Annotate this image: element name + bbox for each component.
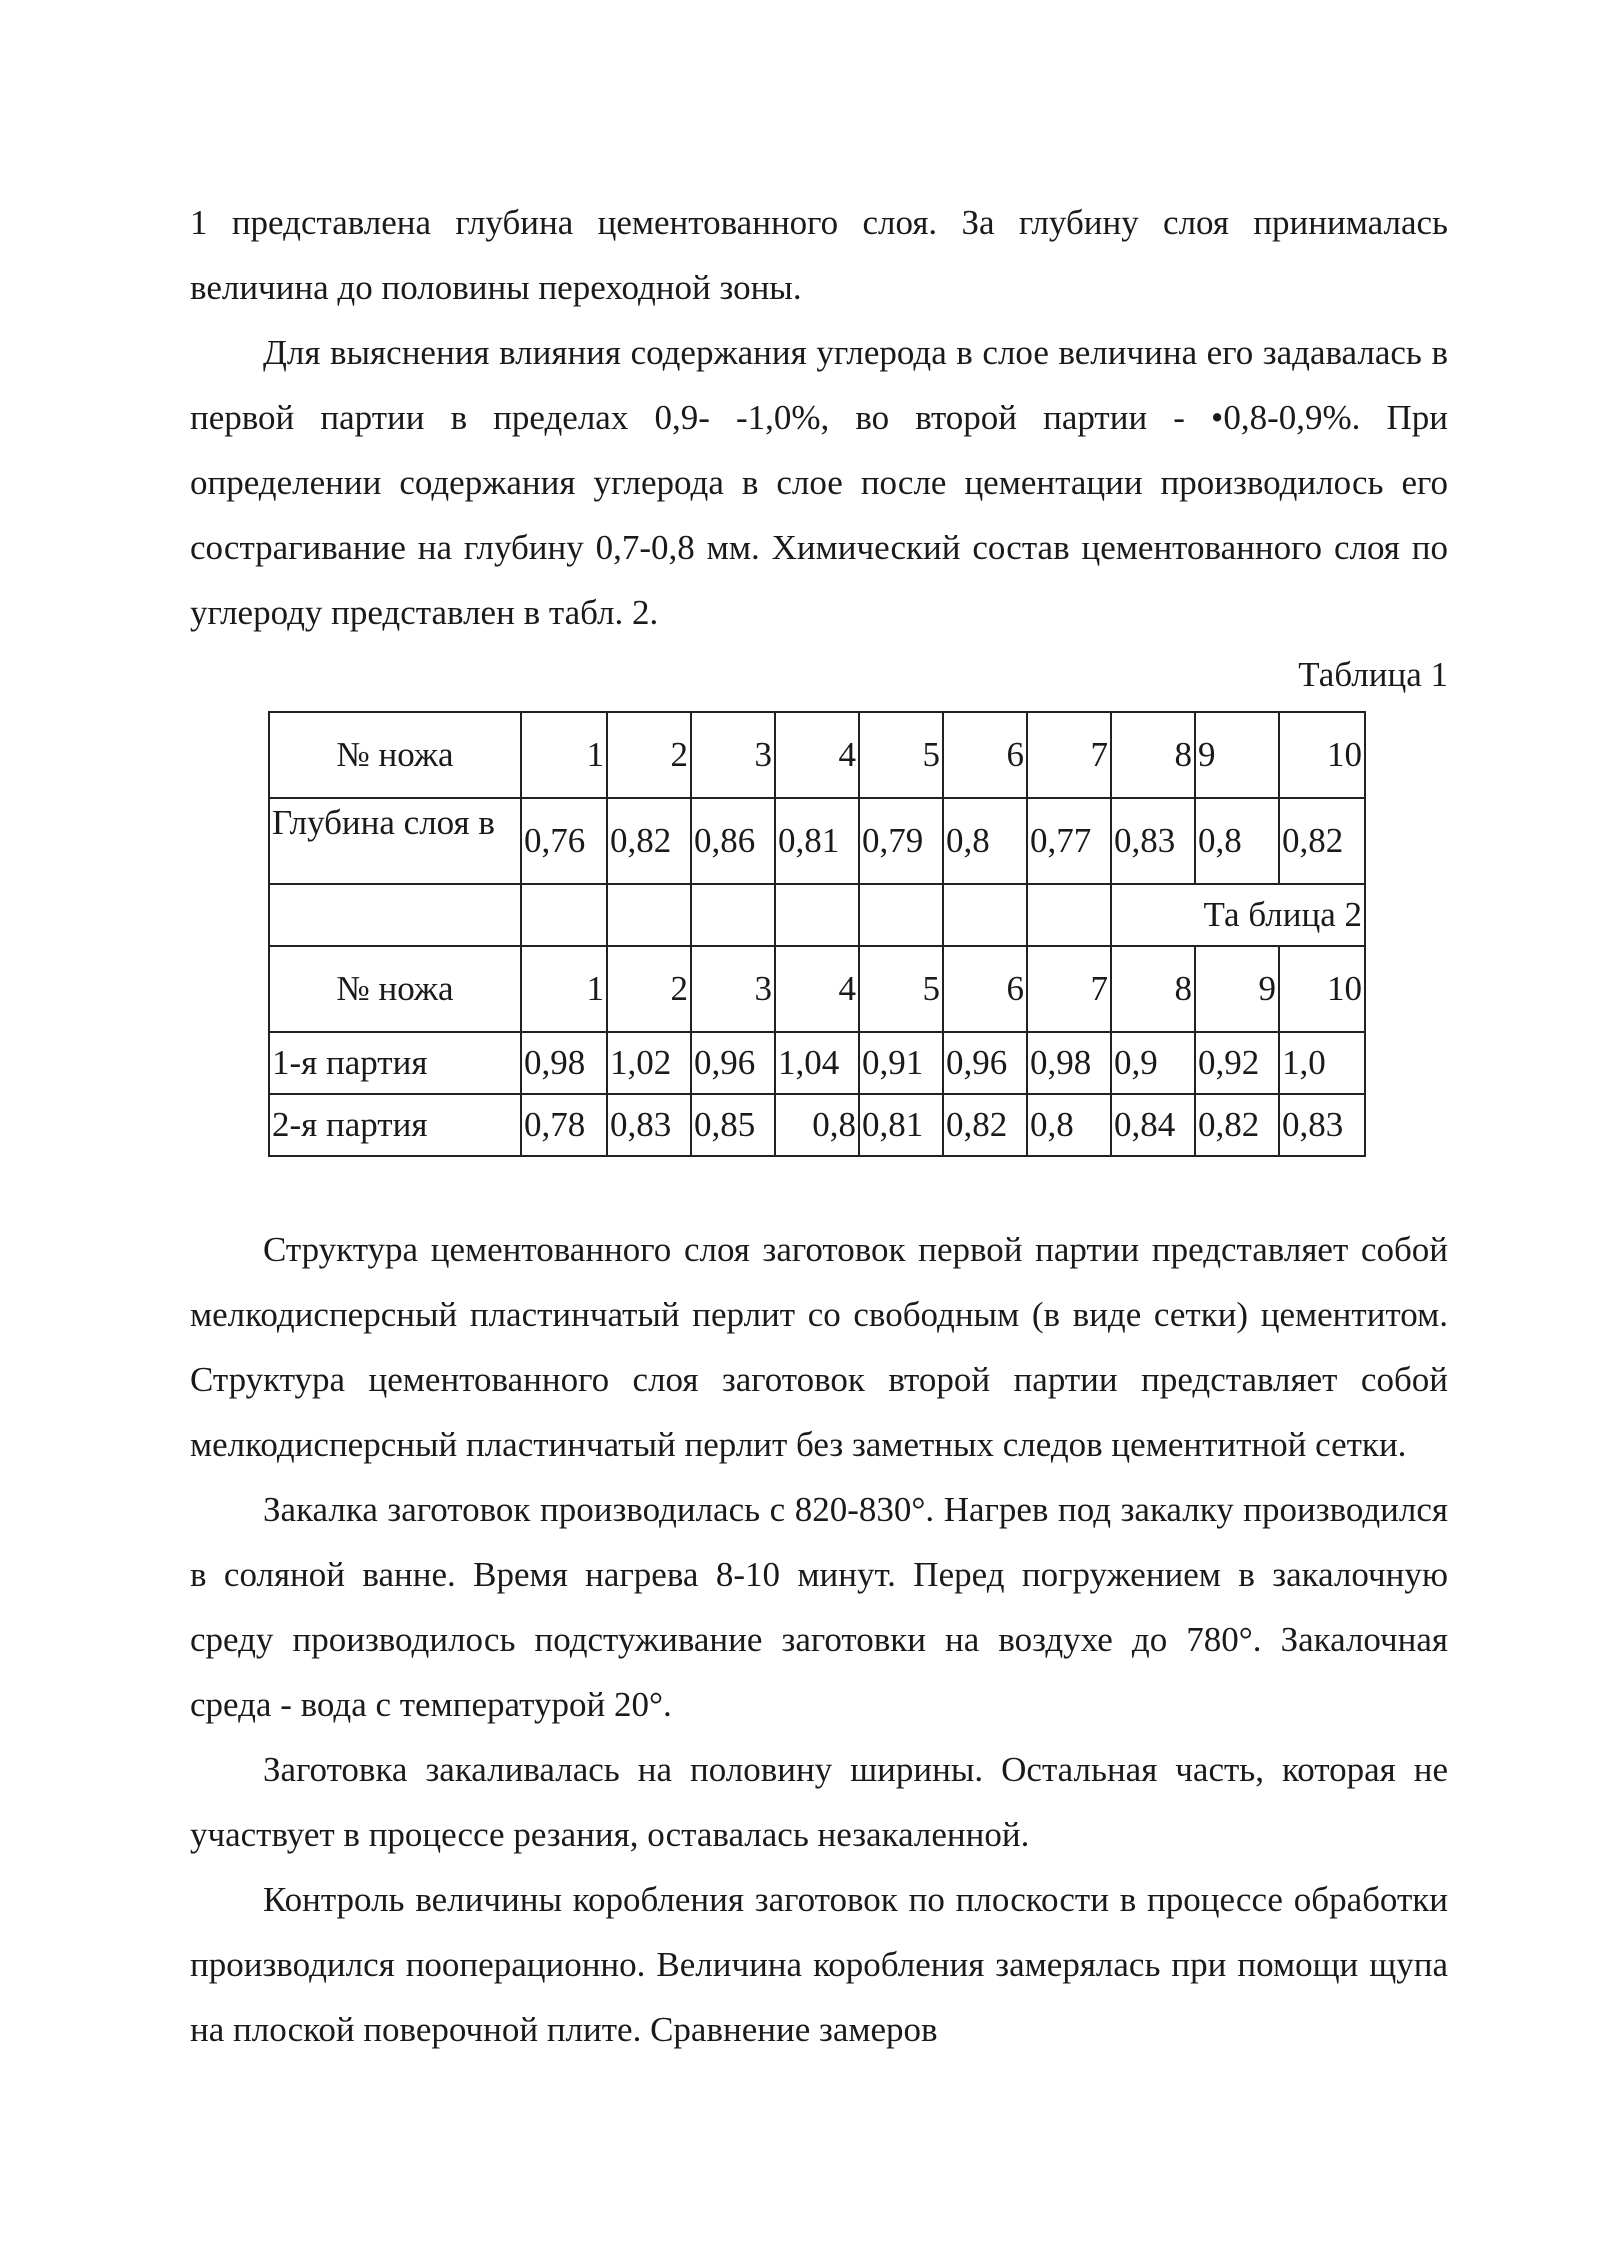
table-1-depth-value: 0,82 — [607, 798, 691, 884]
table-1-number: 6 — [943, 712, 1027, 798]
table-2-number: 2 — [607, 946, 691, 1032]
table-1-number: 9 — [1195, 712, 1279, 798]
spacer — [190, 1157, 1448, 1217]
table-1-number: 4 — [775, 712, 859, 798]
table-2-number: 9 — [1195, 946, 1279, 1032]
table-1-depth-value: 0,77 — [1027, 798, 1111, 884]
table-2-row-batch-2 — [269, 1094, 1365, 1156]
table-2-cell: 0,8 — [1027, 1094, 1111, 1156]
table-1-depth-value: 0,79 — [859, 798, 943, 884]
table-2-cell: 0,98 — [521, 1032, 607, 1094]
table-1-depth-value: 0,76 — [521, 798, 607, 884]
table-1-depth-value: 0,86 — [691, 798, 775, 884]
table-2-cell: 1,02 — [607, 1032, 691, 1094]
table-2-number: 8 — [1111, 946, 1195, 1032]
table-1-depth-value: 0,8 — [1195, 798, 1279, 884]
table-2-cell: 0,9 — [1111, 1032, 1195, 1094]
table-2-number: 1 — [521, 946, 607, 1032]
table-2-cell: 0,92 — [1195, 1032, 1279, 1094]
table-2-cell: 0,85 — [691, 1094, 775, 1156]
table-2-cell: 0,96 — [691, 1032, 775, 1094]
table-2-cell: 0,83 — [1279, 1094, 1365, 1156]
table-2-number: 7 — [1027, 946, 1111, 1032]
table-2-cell: 0,78 — [521, 1094, 607, 1156]
table-2-cell: 0,8 — [775, 1094, 859, 1156]
table-2-header-label: № ножа — [269, 946, 521, 1032]
table-2-cell: 0,82 — [1195, 1094, 1279, 1156]
paragraph-1: 1 представлена глубина цементованного слоя. За глубину слоя принималась величина до половины переходной зоны. — [190, 203, 1448, 307]
table-2-cell: 0,81 — [859, 1094, 943, 1156]
table-2-number: 4 — [775, 946, 859, 1032]
table-2-caption-row — [269, 884, 1365, 946]
table-1-number: 1 — [521, 712, 607, 798]
table-2-cell: 1,0 — [1279, 1032, 1365, 1094]
table-2-row-label: 1-я партия — [269, 1032, 521, 1094]
table-2-number: 10 — [1279, 946, 1365, 1032]
paragraph-4: Закалка заготовок производилась с 820-830°. Нагрев под закалку производился в соляной ванне. Время нагрева 8-10 минут. Перед погружением в закалочную среду производилось подстуживание заготовки на воздухе до 780°. Закалочная среда - вода с температурой 20°. — [190, 1490, 1448, 1724]
table-1-depth-value: 0,83 — [1111, 798, 1195, 884]
document-page — [190, 190, 1448, 2062]
table-2-row-batch-1 — [269, 1032, 1365, 1094]
table-2-cell: 1,04 — [775, 1032, 859, 1094]
paragraph-3: Структура цементованного слоя заготовок первой партии представляет собой мелкодисперсный пластинчатый перлит со свободным (в виде сетки) цементитом. Структура цементованного слоя заготовок второй партии представляет собой мелкодисперсный пластинчатый перлит без заметных следов цементитной сетки. — [190, 1230, 1448, 1464]
table-1-depth-value: 0,81 — [775, 798, 859, 884]
table-2-cell: 0,84 — [1111, 1094, 1195, 1156]
table-1-number: 8 — [1111, 712, 1195, 798]
table-1-header-row — [269, 712, 1365, 798]
table-1-caption: Таблица 1 — [1298, 655, 1448, 694]
combined-table — [268, 711, 1366, 1157]
table-1-depth-value: 0,8 — [943, 798, 1027, 884]
table-1-number: 10 — [1279, 712, 1365, 798]
table-1-number: 2 — [607, 712, 691, 798]
paragraph-5: Заготовка закаливалась на половину ширины. Остальная часть, которая не участвует в процессе резания, оставалась незакаленной. — [190, 1750, 1448, 1854]
table-1-number: 5 — [859, 712, 943, 798]
table-2-header-row — [269, 946, 1365, 1032]
table-1-depth-row — [269, 798, 1365, 884]
table-2-number: 3 — [691, 946, 775, 1032]
table-1-depth-label: Глубина слоя в — [269, 798, 521, 884]
table-1-header-label: № ножа — [269, 712, 521, 798]
table-2-row-label: 2-я партия — [269, 1094, 521, 1156]
table-1-depth-value: 0,82 — [1279, 798, 1365, 884]
table-2-cell: 0,96 — [943, 1032, 1027, 1094]
paragraph-2: Для выяснения влияния содержания углерода в слое величина его задавалась в первой партии в пределах 0,9- -1,0%, во второй партии - •0,8-0,9%. При определении содержания углерода в слое после цементации производилось его сострагивание на глубину 0,7-0,8 мм. Химический состав цементованного слоя по углероду представлен в табл. 2. — [190, 333, 1448, 632]
paragraph-6: Контроль величины коробления заготовок по плоскости в процессе обработки производился пооперационно. Величина коробления замерялась при помощи щупа на плоской поверочной плите. Сравнение замеров — [190, 1880, 1448, 2049]
table-1-number: 7 — [1027, 712, 1111, 798]
table-2-cell: 0,98 — [1027, 1032, 1111, 1094]
table-2-number: 6 — [943, 946, 1027, 1032]
table-2-cell: 0,91 — [859, 1032, 943, 1094]
table-2-cell: 0,82 — [943, 1094, 1027, 1156]
table-2-caption: Та блица 2 — [1111, 884, 1365, 946]
table-2-cell: 0,83 — [607, 1094, 691, 1156]
table-1-number: 3 — [691, 712, 775, 798]
table-2-number: 5 — [859, 946, 943, 1032]
